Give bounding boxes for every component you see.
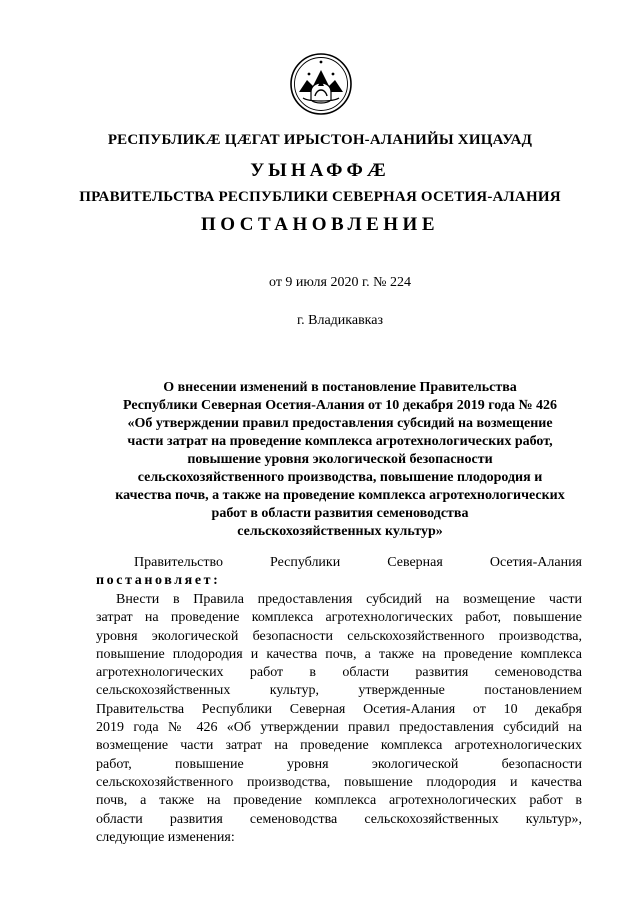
title-line: сельскохозяйственных культур» (237, 524, 443, 539)
title-line: части затрат на проведение комплекса агротехнологических работ, (127, 434, 553, 449)
header-ossetian-resolution: УЫНАФФӔ (250, 160, 390, 181)
government-line (134, 555, 582, 571)
paragraph-line: затрат на проведение комплекса агротехнологических работ, повышение (96, 610, 582, 626)
title-line: работ в области развития семеноводства (211, 506, 469, 521)
paragraph-line: сельскохозяйственных культур, утвержденные постановлением (96, 683, 582, 699)
gov-word: Республики (269, 555, 341, 570)
paragraph-line: повышение плодородия и качества почв, а также на проведение комплекса (96, 646, 582, 662)
paragraph-line: Внести в Правила предоставления субсидий на возмещение части (116, 592, 582, 607)
gov-word: Северная (387, 555, 443, 570)
paragraph-line: области развития семеноводства сельскохозяйственных культур», (96, 811, 582, 827)
paragraph-line: сельскохозяйственного производства, повышение плодородия и качества (96, 774, 582, 790)
paragraph-line: почв, а также на проведение комплекса агротехнологических работ в (96, 793, 582, 809)
coat-of-arms-icon (289, 52, 353, 116)
paragraph-line: агротехнологических работ в области развития семеноводства (96, 665, 582, 681)
title-line: качества почв, а также на проведение комплекса агротехнологических (115, 488, 565, 503)
resolves-word: постановляет: (96, 573, 221, 588)
title-line: сельскохозяйственного производства, повышение плодородия и (137, 470, 543, 485)
paragraph-line: 2019 года № 426 «Об утверждении правил предоставления субсидий на (96, 720, 582, 736)
title-line: О внесении изменений в постановление Правительства (163, 380, 517, 395)
title-line: повышение уровня экологической безопасности (187, 452, 493, 467)
document-title (100, 379, 580, 541)
paragraph-line: Правительства Республики Северная Осетия-Алания от 10 декабря (96, 701, 582, 717)
body-paragraph (96, 591, 582, 847)
gov-word: Правительство (134, 555, 223, 570)
header-ossetian: РЕСПУБЛИКӔ ЦӔГАТ ИРЫСТОН-АЛАНИЙЫ ХИЦАУАД (107, 132, 533, 148)
title-line: «Об утверждении правил предоставления субсидий на возмещение (127, 416, 553, 431)
paragraph-line: уровня экологической безопасности сельскохозяйственного производства, (96, 628, 582, 644)
gov-word: Осетия-Алания (489, 555, 582, 570)
header-resolution: ПОСТАНОВЛЕНИЕ (200, 214, 440, 235)
paragraph-line: следующие изменения: (96, 829, 235, 845)
header-government: ПРАВИТЕЛЬСТВА РЕСПУБЛИКИ СЕВЕРНАЯ ОСЕТИЯ-АЛАНИЯ (79, 189, 561, 205)
paragraph-line: возмещение части затрат на проведение комплекса агротехнологических (96, 738, 582, 754)
paragraph-line: работ, повышение уровня экологической безопасности (96, 756, 582, 772)
title-line: Республики Северная Осетия-Алания от 10 декабря 2019 года № 426 (122, 398, 558, 413)
document-date: от 9 июля 2020 г. № 224 (269, 275, 411, 290)
document-city: г. Владикавказ (296, 313, 384, 328)
